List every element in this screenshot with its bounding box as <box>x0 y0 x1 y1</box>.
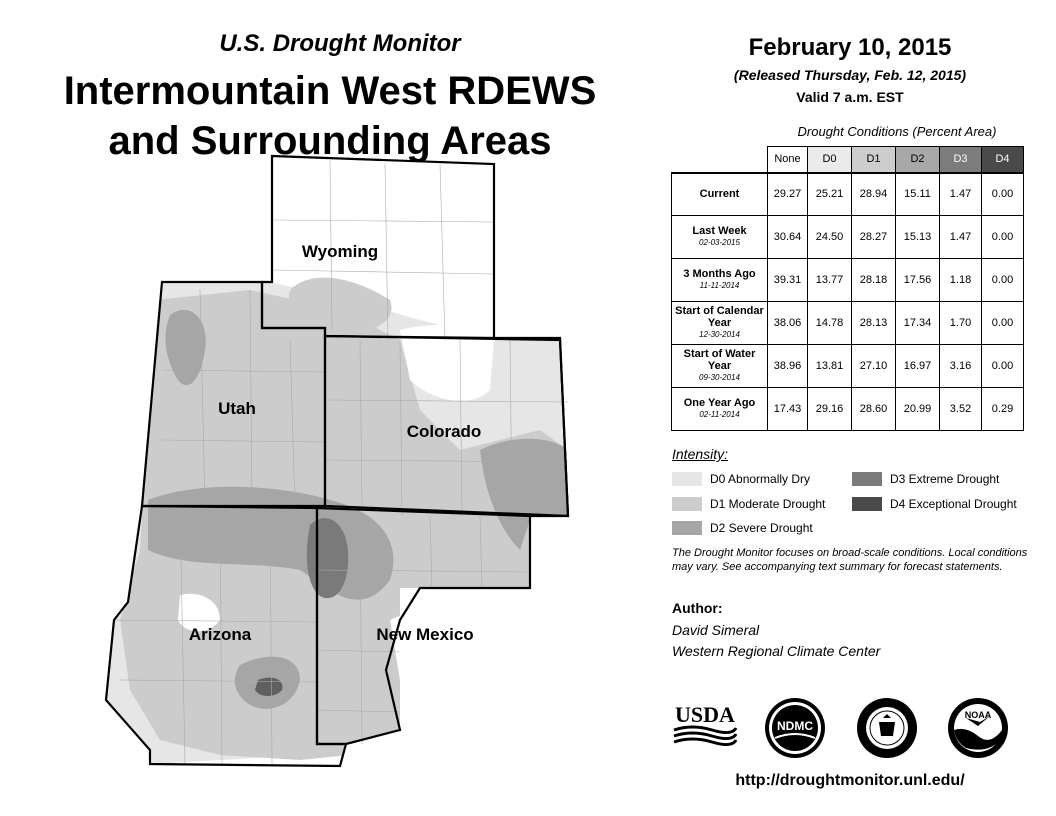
legend-swatch <box>852 497 882 511</box>
legend-item-d2 <box>672 521 813 535</box>
table-cell: 28.13 <box>852 302 896 345</box>
table-cell: 16.97 <box>896 345 940 388</box>
noaa-logo <box>946 696 1010 760</box>
drought-map <box>100 150 580 780</box>
legend-swatch <box>672 521 702 535</box>
author-heading: Author: <box>672 600 723 616</box>
state-label-colorado: Colorado <box>406 422 482 441</box>
table-cell: 0.29 <box>982 388 1024 431</box>
legend-label: D0 Abnormally Dry <box>710 472 811 486</box>
ndmc-logo <box>763 696 827 760</box>
author-name: David Simeral <box>672 622 760 638</box>
table-cell: 13.77 <box>808 259 852 302</box>
svg-text:NOAA: NOAA <box>964 710 992 720</box>
legend-item-d1 <box>672 497 825 511</box>
table-cell: 28.60 <box>852 388 896 431</box>
table-cell: 29.27 <box>768 173 808 216</box>
row-label: Start of Calendar Year 12-30-2014 <box>672 302 768 345</box>
table-cell: 15.11 <box>896 173 940 216</box>
drought-map-svg <box>100 150 580 780</box>
table-cell: 14.78 <box>808 302 852 345</box>
table-row <box>672 345 1024 388</box>
release-date: (Released Thursday, Feb. 12, 2015) <box>733 67 967 83</box>
table-cell: 27.10 <box>852 345 896 388</box>
col-d0: D0 <box>808 147 852 173</box>
row-label: Last Week 02-03-2015 <box>672 216 768 259</box>
map-title-line1: Intermountain West RDEWS <box>63 69 597 113</box>
table-row <box>672 173 1024 216</box>
noaa-logo-icon <box>946 696 1010 760</box>
usda-logo <box>672 700 738 750</box>
table-cell: 1.70 <box>940 302 982 345</box>
col-none: None <box>768 147 808 173</box>
conditions-header-row <box>672 147 1024 173</box>
website-url[interactable]: http://droughtmonitor.unl.edu/ <box>735 772 965 789</box>
table-cell: 24.50 <box>808 216 852 259</box>
disclaimer-note: The Drought Monitor focuses on broad-scale conditions. Local conditions may vary. See accompanying text summary for forecast statements. <box>672 547 1028 573</box>
table-cell: 20.99 <box>896 388 940 431</box>
table-corner <box>672 147 768 173</box>
state-label-wyoming: Wyoming <box>301 242 379 261</box>
table-cell: 15.13 <box>896 216 940 259</box>
valid-time: Valid 7 a.m. EST <box>796 89 904 105</box>
row-label: One Year Ago 02-11-2014 <box>672 388 768 431</box>
usda-logo-icon <box>672 700 738 750</box>
table-row <box>672 259 1024 302</box>
table-cell: 30.64 <box>768 216 808 259</box>
col-d2: D2 <box>896 147 940 173</box>
col-d3: D3 <box>940 147 982 173</box>
conditions-title: Drought Conditions (Percent Area) <box>797 124 997 139</box>
svg-text:NDMC: NDMC <box>777 719 813 733</box>
legend-swatch <box>672 497 702 511</box>
conditions-table <box>671 146 1024 431</box>
state-label-arizona: Arizona <box>188 625 252 644</box>
state-label-new-mexico: New Mexico <box>376 625 474 644</box>
svg-text:USDA: USDA <box>675 702 735 727</box>
row-label: Start of Water Year 09-30-2014 <box>672 345 768 388</box>
table-cell: 28.94 <box>852 173 896 216</box>
legend-swatch <box>852 472 882 486</box>
legend-item-d4 <box>852 497 1017 511</box>
table-cell: 13.81 <box>808 345 852 388</box>
col-d4: D4 <box>982 147 1024 173</box>
author-org: Western Regional Climate Center <box>672 643 881 659</box>
map-subtitle: U.S. Drought Monitor <box>219 30 461 57</box>
legend-item-d3 <box>852 472 999 486</box>
col-d1: D1 <box>852 147 896 173</box>
legend-label: D3 Extreme Drought <box>890 472 1000 486</box>
table-cell: 3.52 <box>940 388 982 431</box>
table-cell: 25.21 <box>808 173 852 216</box>
author-block <box>672 620 880 662</box>
legend-item-d0 <box>672 472 810 486</box>
commerce-seal-icon <box>855 696 919 760</box>
table-row <box>672 216 1024 259</box>
row-label: 3 Months Ago 11-11-2014 <box>672 259 768 302</box>
table-row <box>672 302 1024 345</box>
map-title-line2: and Surrounding Areas <box>108 119 552 163</box>
ndmc-logo-icon <box>763 696 827 760</box>
table-cell: 0.00 <box>982 259 1024 302</box>
table-cell: 0.00 <box>982 216 1024 259</box>
legend-label: D1 Moderate Drought <box>710 497 826 511</box>
legend-label: D2 Severe Drought <box>710 521 813 535</box>
table-row <box>672 388 1024 431</box>
map-date: February 10, 2015 <box>748 34 952 61</box>
table-cell: 29.16 <box>808 388 852 431</box>
legend-title: Intensity: <box>672 446 729 462</box>
table-cell: 1.47 <box>940 173 982 216</box>
table-cell: 38.96 <box>768 345 808 388</box>
table-cell: 28.27 <box>852 216 896 259</box>
row-label: Current <box>672 173 768 216</box>
table-cell: 0.00 <box>982 173 1024 216</box>
legend-swatch <box>672 472 702 486</box>
table-cell: 1.47 <box>940 216 982 259</box>
table-cell: 17.56 <box>896 259 940 302</box>
doc-seal-logo <box>855 696 919 760</box>
table-cell: 0.00 <box>982 345 1024 388</box>
table-cell: 1.18 <box>940 259 982 302</box>
state-label-utah: Utah <box>218 399 256 418</box>
table-cell: 17.43 <box>768 388 808 431</box>
table-cell: 39.31 <box>768 259 808 302</box>
table-cell: 38.06 <box>768 302 808 345</box>
table-cell: 0.00 <box>982 302 1024 345</box>
table-cell: 17.34 <box>896 302 940 345</box>
table-cell: 3.16 <box>940 345 982 388</box>
table-cell: 28.18 <box>852 259 896 302</box>
legend-label: D4 Exceptional Drought <box>890 497 1017 511</box>
